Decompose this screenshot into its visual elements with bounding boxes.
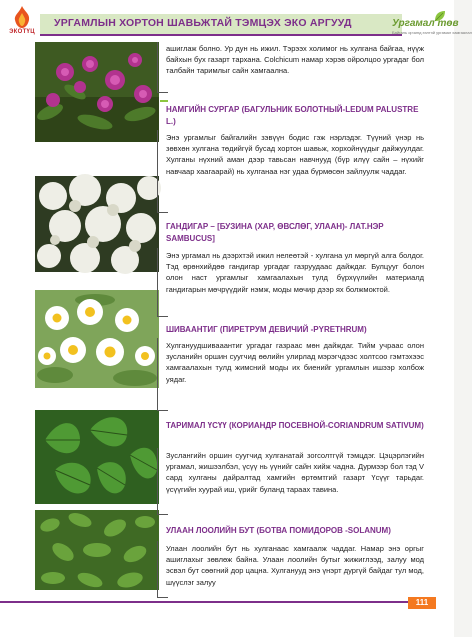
coriander-paragraph: Зуслангийн оршин суугчид хулганатай зогсолтгүй тэмцдэг. Цэцэрлэгийн ургамал, жишээлбэл, үсүү нь үүнийг сайн хийж чадна. Дурмээр бол тэд V сард хулганы дайралтад хамгийн өртөмтгий газарт Үсүүг тарьдаг. үсүүгийн хуурай иш, үрийг буланд тараах тавина. (166, 451, 424, 494)
colchicum-photo (35, 42, 159, 142)
coriander-heading: ТАРИМАЛ ҮСҮҮ (КОРИАНДР ПОСЕВНОЙ-CORIANDRUM SATIVUM) (166, 421, 424, 430)
pyrethrum-bracket (157, 338, 168, 411)
solanum-bracket (157, 541, 168, 598)
logo-left-text: ЭКОТҮЦ (9, 29, 35, 35)
page-number: 111 (408, 597, 436, 609)
colchicum-paragraph: ашиглаж болно. Ур дун нь ижил. Тэрээх холимог нь хулгана байгаа, нүүж байхын бух газарт тархана. Colchicum намар хэрэв ойролцоо ургадаг бол талбайн таримлыг сайн хамгаална. (166, 44, 424, 76)
footer-bar (0, 601, 408, 603)
ecotuts-logo (6, 6, 38, 40)
pyrethrum-paragraph: Хулгануудшивааантиг ургадаг газраас мөн дайждаг. Тийм учраас олон зусланийн оршин суугчид өөлийн улирлад мэрэгчдээс холтсоо гэмтэхээс хамгаалахын тулд жимсний моды их биенийг ургамлын ишээр холбож уядаг. (166, 341, 424, 384)
coriander-photo (35, 410, 159, 504)
flame-logo-icon (12, 6, 32, 28)
ledum-paragraph: Энэ ургамлыг байгалийн зэвүүн бодис гэж нэрлэдэг. Түүний үнэр нь зөвхөн хулгана төдийгүй бусад хортон шавьж, хорхойнүүдыг дайжуулдаг. Хулганы нүхний аман дээр тавьсан навчнууд (бүр илүү сайн – нүхийг навчаар хаагаарай) нь хулганаа нэг удаа бүрмөсөн зайлуулж чаддаг. (166, 133, 424, 176)
colchicum-bracket (157, 42, 168, 93)
logo-right-tagline: Байгаль орчинд ээлтэй ургамал хамгаалал (392, 30, 472, 35)
sambucus-paragraph: Энэ ургамал нь дээрхтэй ижил нелеөтэй - хулгана ул мөргүй алга болдог. Тэд өрөнхийдөө гандигар ургадаг газруудаас дайждаг. Булцууг болон олон наст ургамлыг хамгаалахын тулд бүрхүүлийн материалд гандигарын мөчрүүдийг нэмж, моды мөчир дээр ях болжмоктой. (166, 251, 424, 294)
solanum-heading: УЛААН ЛООЛИЙН БУТ (БОТВА ПОМИДОРОВ -SOLANUM) (166, 526, 391, 535)
ledum-marker (160, 100, 168, 102)
urgamal-tuv-logo (390, 8, 472, 38)
coriander-bracket (157, 448, 168, 515)
solanum-paragraph: Улаан лоолийн бут нь хулганаас хамгаалж чаддаг. Намар энэ оргыг ашиглахыг зөвлөж байна. Улаан лоолийн бутыг жижиглээд, залуу мод эсвэл бут сөөгний дор цацна. Хулганууд энэ үнэрт дургүй байдаг тул мод, шүүслэг залуу (166, 544, 424, 587)
sambucus-photo (35, 176, 159, 272)
ledum-bracket (157, 130, 168, 213)
tomato-photo (35, 510, 159, 590)
page-header (0, 0, 472, 44)
pyrethrum-heading: ШИВААНТИГ (ПИРЕТРУМ ДЕВИЧИЙ -PYRETHRUM) (166, 325, 367, 334)
page-title: УРГАМЛЫН ХОРТОН ШАВЬЖТАЙ ТЭМЦЭХ ЭКО АРГУУД (54, 17, 352, 29)
logo-right-brand: Ургамал төв (392, 18, 459, 29)
pyrethrum-photo (35, 290, 159, 388)
ledum-heading: НАМГИЙН СУРГАР (БАГУЛЬНИК БОЛОТНЫЙ-LEDUM PALUSTRE L.) (166, 105, 419, 126)
sambucus-bracket (157, 248, 168, 317)
sambucus-heading: ГАНДИГАР – [БУЗИНА (ХАР, ӨВСЛӨГ, УЛААН)- ЛАТ.НЭР SAMBUCUS] (166, 222, 384, 243)
